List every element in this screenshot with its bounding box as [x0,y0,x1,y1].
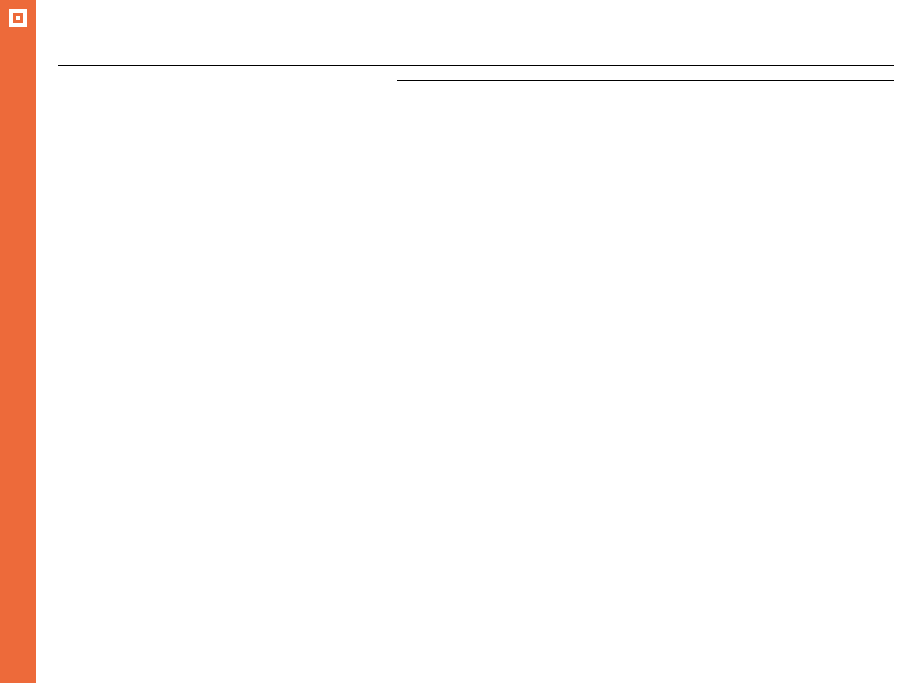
section-title-tangible-equity [58,64,894,66]
group-header-as-of [397,79,894,81]
left-accent-bar [0,0,36,683]
midland-brand-logo [760,636,900,678]
midland-square-logo-icon [9,9,27,27]
